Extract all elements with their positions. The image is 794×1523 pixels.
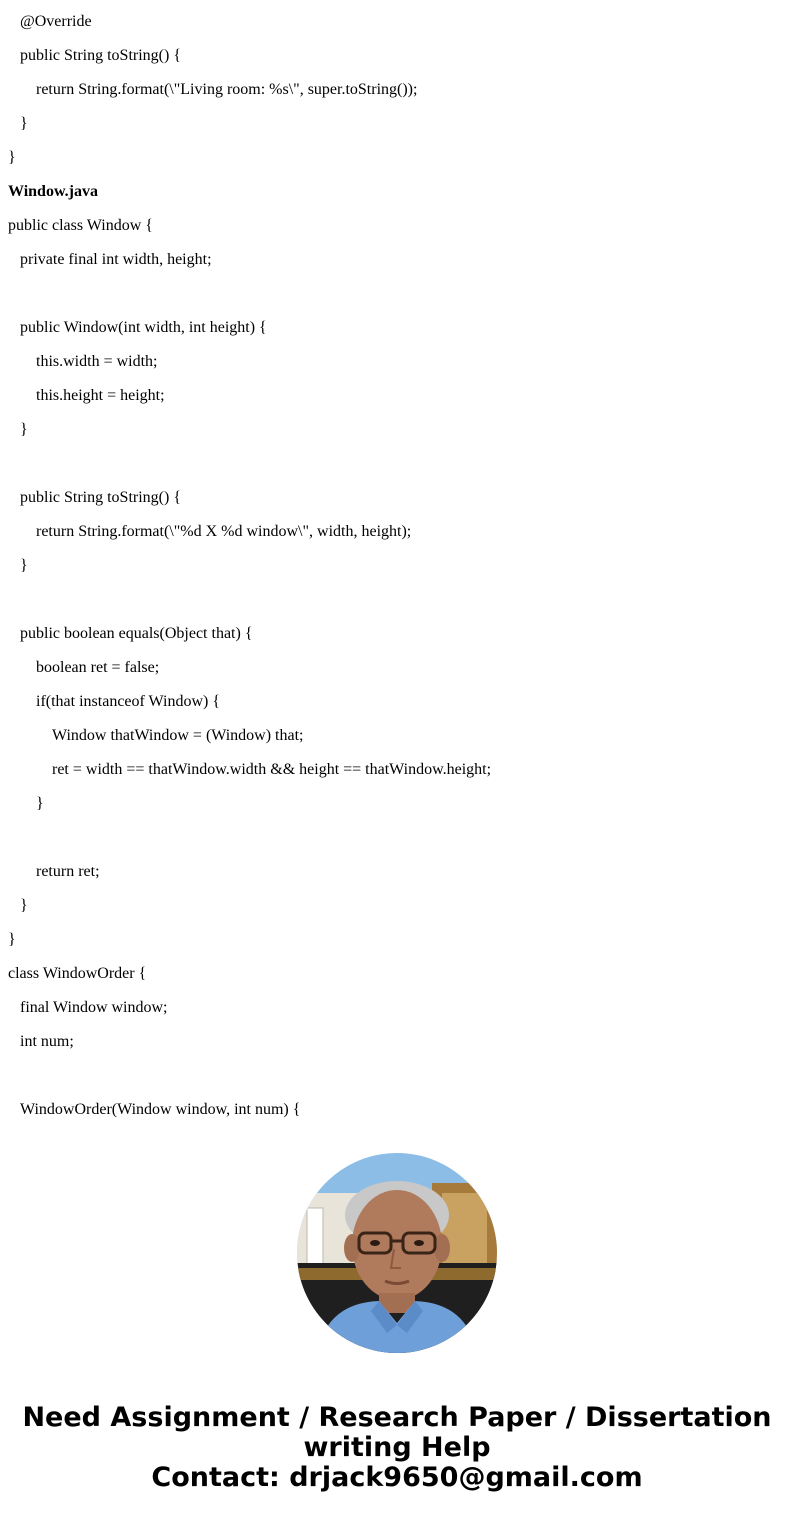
code-line: public String toString() {: [20, 489, 182, 506]
code-line: this.width = width;: [36, 353, 158, 370]
code-line: int num;: [20, 1033, 74, 1050]
code-line: public class Window {: [8, 217, 153, 234]
code-line: Window thatWindow = (Window) that;: [52, 727, 304, 744]
code-line: final Window window;: [20, 999, 168, 1016]
code-line: return String.format(\"Living room: %s\", super.toString());: [36, 81, 418, 98]
code-line: [8, 578, 788, 612]
promo-line-1: Need Assignment / Research Paper / Dissertation: [22, 1402, 772, 1433]
code-line: [8, 272, 788, 306]
promo-line-2: writing Help: [303, 1432, 491, 1463]
code-line: }: [36, 795, 44, 812]
code-line: }: [20, 115, 28, 132]
code-line: WindowOrder(Window window, int num) {: [20, 1101, 301, 1118]
code-line: class WindowOrder {: [8, 965, 147, 982]
code-line: return String.format(\"%d X %d window\", width, height);: [36, 523, 412, 540]
file-heading: Window.java: [8, 183, 98, 200]
code-line: public String toString() {: [20, 47, 182, 64]
promo-contact-line: Contact: drjack9650@gmail.com: [151, 1462, 643, 1493]
code-line: [8, 1054, 788, 1088]
code-line: }: [20, 897, 28, 914]
avatar: [297, 1153, 497, 1353]
code-line: }: [8, 149, 16, 166]
code-line: public Window(int width, int height) {: [20, 319, 267, 336]
code-line: if(that instanceof Window) {: [36, 693, 221, 710]
code-line: private final int width, height;: [20, 251, 212, 268]
code-line: }: [20, 421, 28, 438]
code-line: public boolean equals(Object that) {: [20, 625, 253, 642]
code-listing: [8, 0, 788, 1122]
portrait-image: [297, 1153, 497, 1353]
code-line: this.height = height;: [36, 387, 165, 404]
code-line: }: [20, 557, 28, 574]
code-line: }: [8, 931, 16, 948]
code-line: [8, 442, 788, 476]
code-line: boolean ret = false;: [36, 659, 160, 676]
promo-banner: [0, 1403, 794, 1493]
code-line: @Override: [20, 13, 92, 30]
code-line: return ret;: [36, 863, 100, 880]
code-line: [8, 816, 788, 850]
code-line: ret = width == thatWindow.width && height == thatWindow.height;: [52, 761, 492, 778]
